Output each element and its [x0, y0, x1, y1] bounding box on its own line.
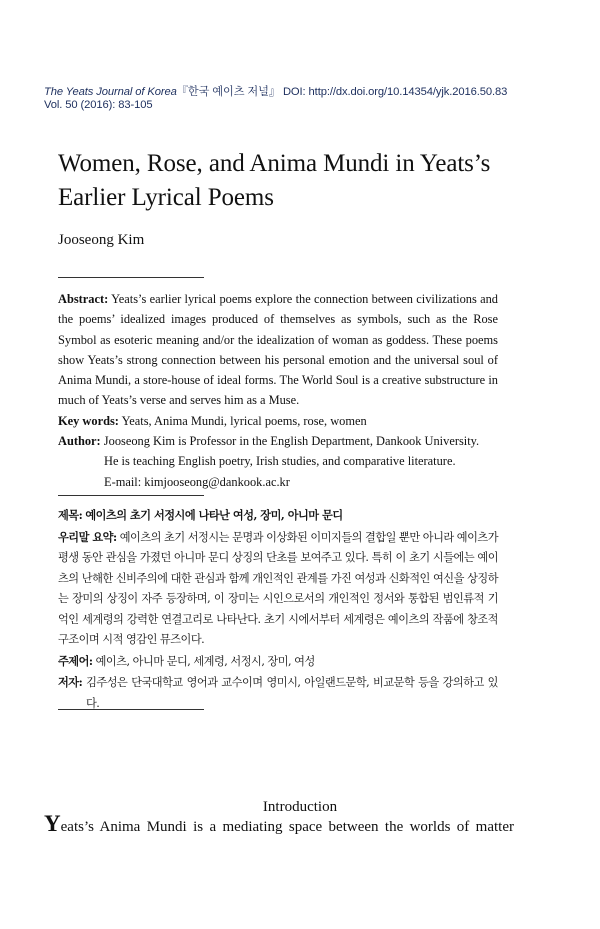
article-title-line-2: Earlier Lyrical Poems — [58, 184, 274, 211]
korean-title-label: 제목: — [58, 508, 83, 522]
section-heading: Introduction — [262, 799, 338, 815]
keywords-line — [58, 411, 498, 431]
korean-title: 예이츠의 초기 서정시에 나타난 여성, 장미, 아니마 문디 — [85, 508, 343, 522]
korean-author-line — [58, 672, 498, 714]
divider — [58, 495, 204, 496]
keywords: Yeats, Anima Mundi, lyrical poems, rose, women — [121, 413, 367, 428]
doi-link[interactable]: DOI: http://dx.doi.org/10.14354/yjk.2016.50.83 — [282, 86, 508, 98]
divider — [58, 709, 204, 710]
korean-summary-block — [58, 505, 498, 714]
author-email[interactable]: E-mail: kimjooseong@dankook.ac.kr — [104, 474, 290, 489]
abstract-block — [58, 289, 498, 492]
journal-korean-title: 『한국 예이츠 저널』 — [176, 86, 280, 98]
korean-keywords: 예이츠, 아니마 문디, 세계령, 서정시, 장미, 여성 — [95, 654, 315, 668]
article-title-line-1: Women, Rose, and Anima Mundi in Yeats’s — [58, 150, 491, 177]
author-label: Author: — [58, 434, 101, 449]
author-bio-1: Jooseong Kim is Professor in the English Department, Dankook University. — [103, 434, 480, 449]
abstract-text: Yeats’s earlier lyrical poems explore the connection between civilizations and the poems’ idealized images produced of themselves as symbols, such as the Rose Symbol as esoteric meaning and/or the idealization of woman as goddess. These poems show Yeats’s strong connection between his personal emotion and the universal soul of Anima Mundi, a store-house of ideal forms. The World Soul is a creative substructure in much of Yeats’s verse and serves him as a Muse. — [58, 292, 498, 408]
korean-summary-label: 우리말 요약: — [58, 529, 117, 544]
volume-info: Vol. 50 (2016): 83-105 — [44, 99, 153, 111]
korean-summary — [58, 527, 498, 651]
body-first-line: eats’s Anima Mundi is a mediating space between the worlds of matter — [60, 819, 514, 835]
korean-keywords-label: 주제어: — [58, 653, 93, 668]
korean-author-label: 저자: — [58, 675, 83, 689]
abstract-paragraph — [58, 289, 498, 411]
divider — [58, 277, 204, 278]
author-bio-2: He is teaching English poetry, Irish studies, and comparative literature. — [104, 454, 456, 469]
author-name: Jooseong Kim — [58, 232, 145, 248]
korean-summary-text: 예이츠의 초기 서정시는 문명과 이상화된 이미지들의 결합일 뿐만 아니라 예이츠가 평생 동안 관심을 가졌던 아니마 문디 상징의 단초를 보여주고 있다. 특히 이 초기 시들에는 예이츠의 난해한 신비주의에 대한 관심과 함께 개인적인 관계를 가진 여성과 신화적인 여신을 상징하는 장미의 상징이 자주 등장하며, 이 장미는 시인으로서의 개인적인 정서와 통합된 범인류적 기억인 세계령의 강력한 연결고리로 나타난다. 초기 시에서부터 세계령은 예이츠의 작품에 창조적 구조이며 시적 영감인 뮤즈이다. — [58, 530, 499, 646]
korean-title-line — [58, 505, 498, 527]
drop-cap: Y — [44, 811, 61, 836]
author-bio — [58, 431, 498, 492]
korean-keywords-line — [58, 651, 498, 673]
abstract-label: Abstract: — [58, 292, 109, 306]
journal-title: The Yeats Journal of Korea — [44, 86, 177, 98]
journal-header — [44, 83, 507, 99]
korean-author: 김주성은 단국대학교 영어과 교수이며 영미시, 아일랜드문학, 비교문학 등을 강의하고 있다. — [86, 676, 498, 710]
body-paragraph — [44, 810, 514, 841]
keywords-label: Key words: — [58, 413, 119, 428]
